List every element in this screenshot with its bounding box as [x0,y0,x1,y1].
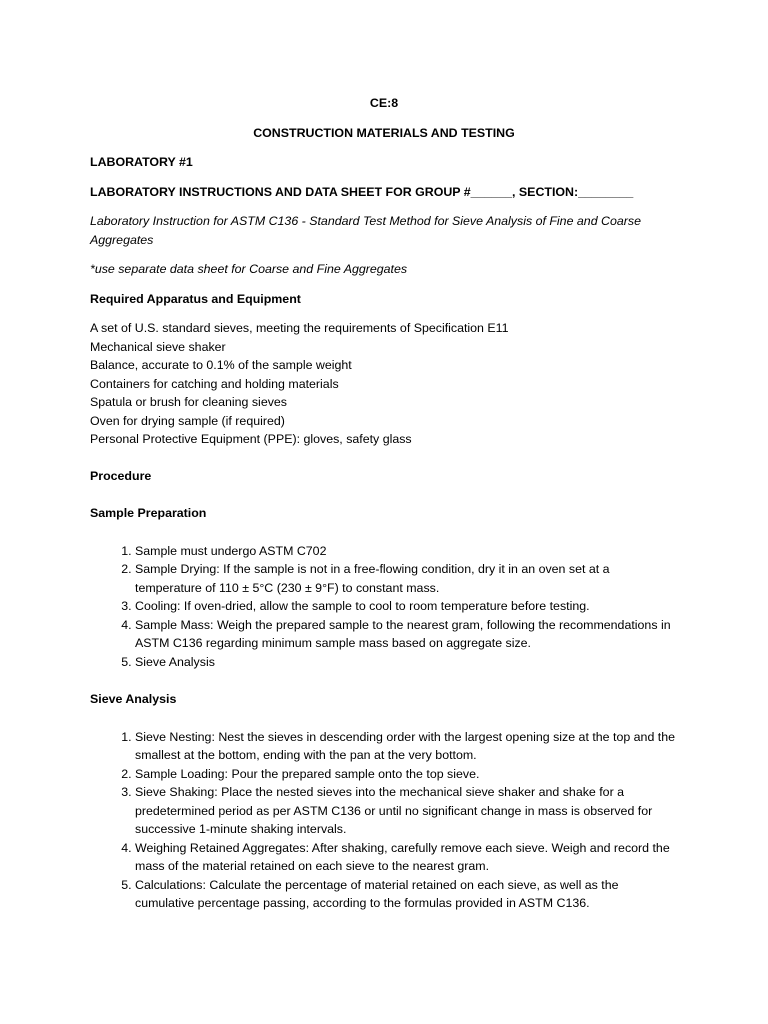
procedure-heading: Procedure [90,468,152,483]
sheet-title: LABORATORY INSTRUCTIONS AND DATA SHEET FOR GROUP #______, SECTION:________ [90,184,634,199]
list-item: 4. Sample Mass: Weigh the prepared sample to the nearest gram, following the recommendations in ASTM C136 regarding minimum sample mass based on aggregate size. [135,616,678,653]
sieve-analysis-heading: Sieve Analysis [90,692,177,706]
course-title: CONSTRUCTION MATERIALS AND TESTING [253,125,515,140]
list-item: 2. Sample Drying: If the sample is not in a free-flowing condition, dry it in an oven set at a temperature of 110 ± 5°C (230 ± 9°F) to constant mass. [135,560,678,597]
list-item: 5. Calculations: Calculate the percentage of material retained on each sieve, as well as the cumulative percentage passing, according to the formulas provided in ASTM C136. [135,876,678,913]
instruction-text: Laboratory Instruction for ASTM C136 - Standard Test Method for Sieve Analysis of Fine and Coarse Aggregates [90,214,641,247]
list-item: 5. Sieve Analysis [135,653,678,672]
apparatus-item: Oven for drying sample (if required) [90,413,285,428]
list-item: 4. Weighing Retained Aggregates: After shaking, carefully remove each sieve. Weigh and record the mass of the material retained on each sieve to the nearest gram. [135,839,678,876]
sieve-analysis-steps [90,728,678,913]
list-item: 1. Sample must undergo ASTM C702 [135,542,678,561]
apparatus-heading: Required Apparatus and Equipment [90,291,301,306]
apparatus-item: Spatula or brush for cleaning sieves [90,395,287,409]
course-code: CE:8 [369,96,399,110]
apparatus-list [90,319,678,449]
sample-preparation-heading: Sample Preparation [90,506,207,520]
apparatus-item: Mechanical sieve shaker [90,339,226,354]
list-item: 3. Sieve Shaking: Place the nested sieves into the mechanical sieve shaker and shake for a predetermined period as per ASTM C136 or until no significant change in mass is observed for successive 1-minute shaking intervals. [135,783,678,839]
sample-preparation-steps [90,542,678,672]
lab-number: LABORATORY #1 [90,155,193,169]
apparatus-item: Balance, accurate to 0.1% of the sample weight [90,358,352,372]
apparatus-item: A set of U.S. standard sieves, meeting the requirements of Specification E11 [90,321,509,335]
apparatus-item: Containers for catching and holding materials [90,376,339,391]
list-item: 3. Cooling: If oven-dried, allow the sample to cool to room temperature before testing. [135,597,678,616]
list-item: 2. Sample Loading: Pour the prepared sample onto the top sieve. [135,765,678,784]
apparatus-item: Personal Protective Equipment (PPE): gloves, safety glass [90,432,412,446]
list-item: 1. Sieve Nesting: Nest the sieves in descending order with the largest opening size at the top and the smallest at the bottom, ending with the pan at the very bottom. [135,728,678,765]
aggregate-note: *use separate data sheet for Coarse and Fine Aggregates [90,262,408,276]
